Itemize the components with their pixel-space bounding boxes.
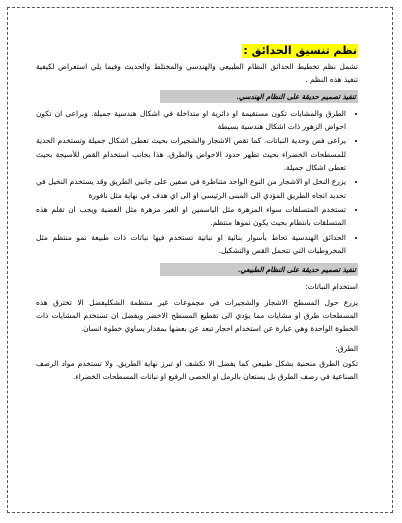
section1-heading: تنفيذ تصميم حديقة على النظام الهندسي. (160, 90, 358, 103)
list-item: • تستخدم المتسلقات سواء المزهرة مثل الياسمين او الغير مزهرة مثل الفضية ويجب ان تقلم هذه المتسلقات بانتظام بحيث يكون نموها منتظم. (36, 203, 346, 230)
list-item: • الحدائق الهندسية تحاط بأسوار بنائية او نباتية تستخدم فيها نباتات ذات طبيعة نمو منتظم مثل المخروطيات التي تتحمل القص والتشكيل. (36, 231, 346, 258)
document-page (7, 7, 393, 513)
section2-heading: تنفيذ تصميم حديقة على النظام الطبيعي. (160, 263, 358, 276)
document-title: نظم تنسيق الحدائق : (243, 44, 357, 57)
section1-list (36, 107, 358, 257)
plants-subheading: استخدام النباتات: (305, 282, 358, 292)
document-body (36, 44, 358, 384)
list-item: • الطرق والمشايات تكون مستقيمة او دائرية او متداخلة في اشكال هندسية جميلة. ويراعى ان تكون احواض الزهور ذات اشكال هندسية بسيطة (36, 107, 346, 134)
list-item: • يزرع النخل او الاشجار من النوع الواحد متناظرة في صفين على جانبي الطريق وقد يستخدم النخيل في تحديد اتجاه الطريق المؤدي الى المبنى الرئيسي او الى اي هدف في نهاية مثل نافورة (36, 175, 346, 202)
roads-subheading: الطرق: (335, 343, 358, 353)
roads-paragraph: تكون الطرق منحنية بشكل طبيعي كما يفضل الا تكشف او تبرز نهاية الطريق. ولا تستخدم مواد الرصف الصناعية في رصف الطرق بل يستعان بالرمل او الحصى الرفيع او نباتات المسطحات الخضراء. (36, 358, 358, 382)
plants-paragraph: يزرع حول المسطح الاشجار والشجيرات في مجموعات غير منتظمة الشكليفضل الا تخترق هذه المسطحات طرق او مشايات مما يؤدي الى تقطيع المسطح الاخضر ويفضل ان تستخدم المشايات ذات الخطوة الواحدة وهي عبارة عن استخدام احجار تبعد عن بعضها بمقدار يساوي خطوة انسان. (36, 297, 358, 334)
list-item: • يراعى فص وحدية النباتات. كما تقص الاشجار والشجيرات بحيث تعطى اشكال جميلة وتستخدم الحدية للمسطحات الخضراء بحيث تظهر حدود الاحواض والطرق. هذا بجانب استخدام القص للأسيجة بحيث تعطى اشكال جميلة. (36, 134, 346, 174)
intro-paragraph: تشمل نظم تخطيط الحدائق النظام الطبيعي والهندسي والمختلط والحديث وفيما يلي استعراض لكيفية تنفيذ هذه النظم . (36, 62, 358, 85)
